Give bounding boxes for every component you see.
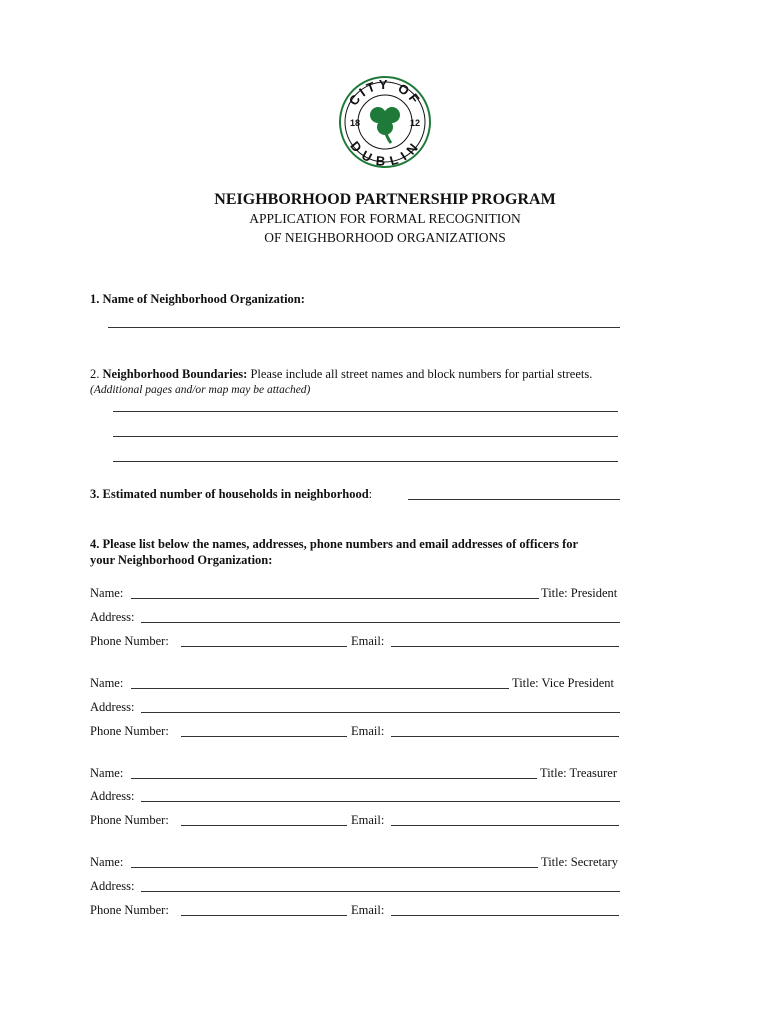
officer-name-label: Name: (90, 855, 124, 869)
officer-phone-field[interactable] (181, 736, 347, 737)
svg-text:DUBLIN: DUBLIN (347, 138, 423, 169)
officer-name-label: Name: (90, 586, 124, 600)
officer-phone-field[interactable] (181, 825, 347, 826)
boundaries-field-line3[interactable] (113, 461, 618, 462)
officer-address-label: Address: (90, 610, 135, 624)
officer-address-label: Address: (90, 700, 135, 714)
shamrock-seal-icon (338, 75, 432, 169)
officer-email-field[interactable] (391, 646, 619, 647)
officer-name-label: Name: (90, 676, 124, 690)
officer-address-label: Address: (90, 879, 135, 893)
officer-email-label: Email: (351, 813, 385, 827)
form-subtitle-line1: APPLICATION FOR FORMAL RECOGNITION (249, 211, 521, 226)
q4-label-line1: 4. Please list below the names, addresses, phone numbers and email addresses of officers for (90, 537, 579, 551)
officer-email-field[interactable] (391, 736, 619, 737)
q1-label: 1. Name of Neighborhood Organization: (90, 292, 305, 306)
officer-phone-label: Phone Number: (90, 903, 169, 917)
q3-label (90, 486, 372, 502)
officer-phone-field[interactable] (181, 915, 347, 916)
officer-name-field[interactable] (131, 688, 509, 689)
svg-text:12: 12 (410, 118, 421, 128)
officer-address-field[interactable] (141, 801, 620, 802)
q3-label-text: 3. Estimated number of households in neighborhood (90, 487, 369, 501)
officer-title: Title: Vice President (512, 676, 615, 690)
q2-label (90, 366, 592, 382)
officer-email-field[interactable] (391, 825, 619, 826)
boundaries-field-line1[interactable] (113, 411, 618, 412)
officer-address-field[interactable] (141, 891, 620, 892)
form-title: NEIGHBORHOOD PARTNERSHIP PROGRAM (214, 191, 556, 208)
officer-phone-label: Phone Number: (90, 724, 169, 738)
officer-name-field[interactable] (131, 778, 537, 779)
officer-phone-label: Phone Number: (90, 813, 169, 827)
q2-instructions: Please include all street names and block numbers for partial streets. (247, 367, 593, 381)
svg-text:CITY OF: CITY OF (345, 76, 425, 109)
officer-phone-field[interactable] (181, 646, 347, 647)
officer-phone-label: Phone Number: (90, 634, 169, 648)
officer-email-label: Email: (351, 903, 385, 917)
officer-address-field[interactable] (141, 712, 620, 713)
officer-address-label: Address: (90, 789, 135, 803)
q2-note: (Additional pages and/or map may be attached) (90, 384, 311, 396)
officer-title: Title: President (541, 586, 618, 600)
svg-text:18: 18 (350, 118, 361, 128)
organization-name-field[interactable] (108, 327, 620, 328)
officer-name-field[interactable] (131, 598, 539, 599)
officer-email-label: Email: (351, 634, 385, 648)
officer-email-label: Email: (351, 724, 385, 738)
q3-colon: : (368, 487, 373, 501)
q2-number: 2. (90, 367, 100, 381)
city-seal-logo (338, 75, 432, 169)
officer-email-field[interactable] (391, 915, 619, 916)
boundaries-field-line2[interactable] (113, 436, 618, 437)
officer-address-field[interactable] (141, 622, 620, 623)
q4-label-line2: your Neighborhood Organization: (90, 553, 273, 567)
form-subtitle-line2: OF NEIGHBORHOOD ORGANIZATIONS (264, 230, 506, 245)
officer-name-label: Name: (90, 766, 124, 780)
households-field[interactable] (408, 499, 620, 500)
officer-name-field[interactable] (131, 867, 538, 868)
officer-title: Title: Treasurer (540, 766, 617, 780)
q2-heading: Neighborhood Boundaries: (102, 367, 248, 381)
officer-title: Title: Secretary (541, 855, 618, 869)
